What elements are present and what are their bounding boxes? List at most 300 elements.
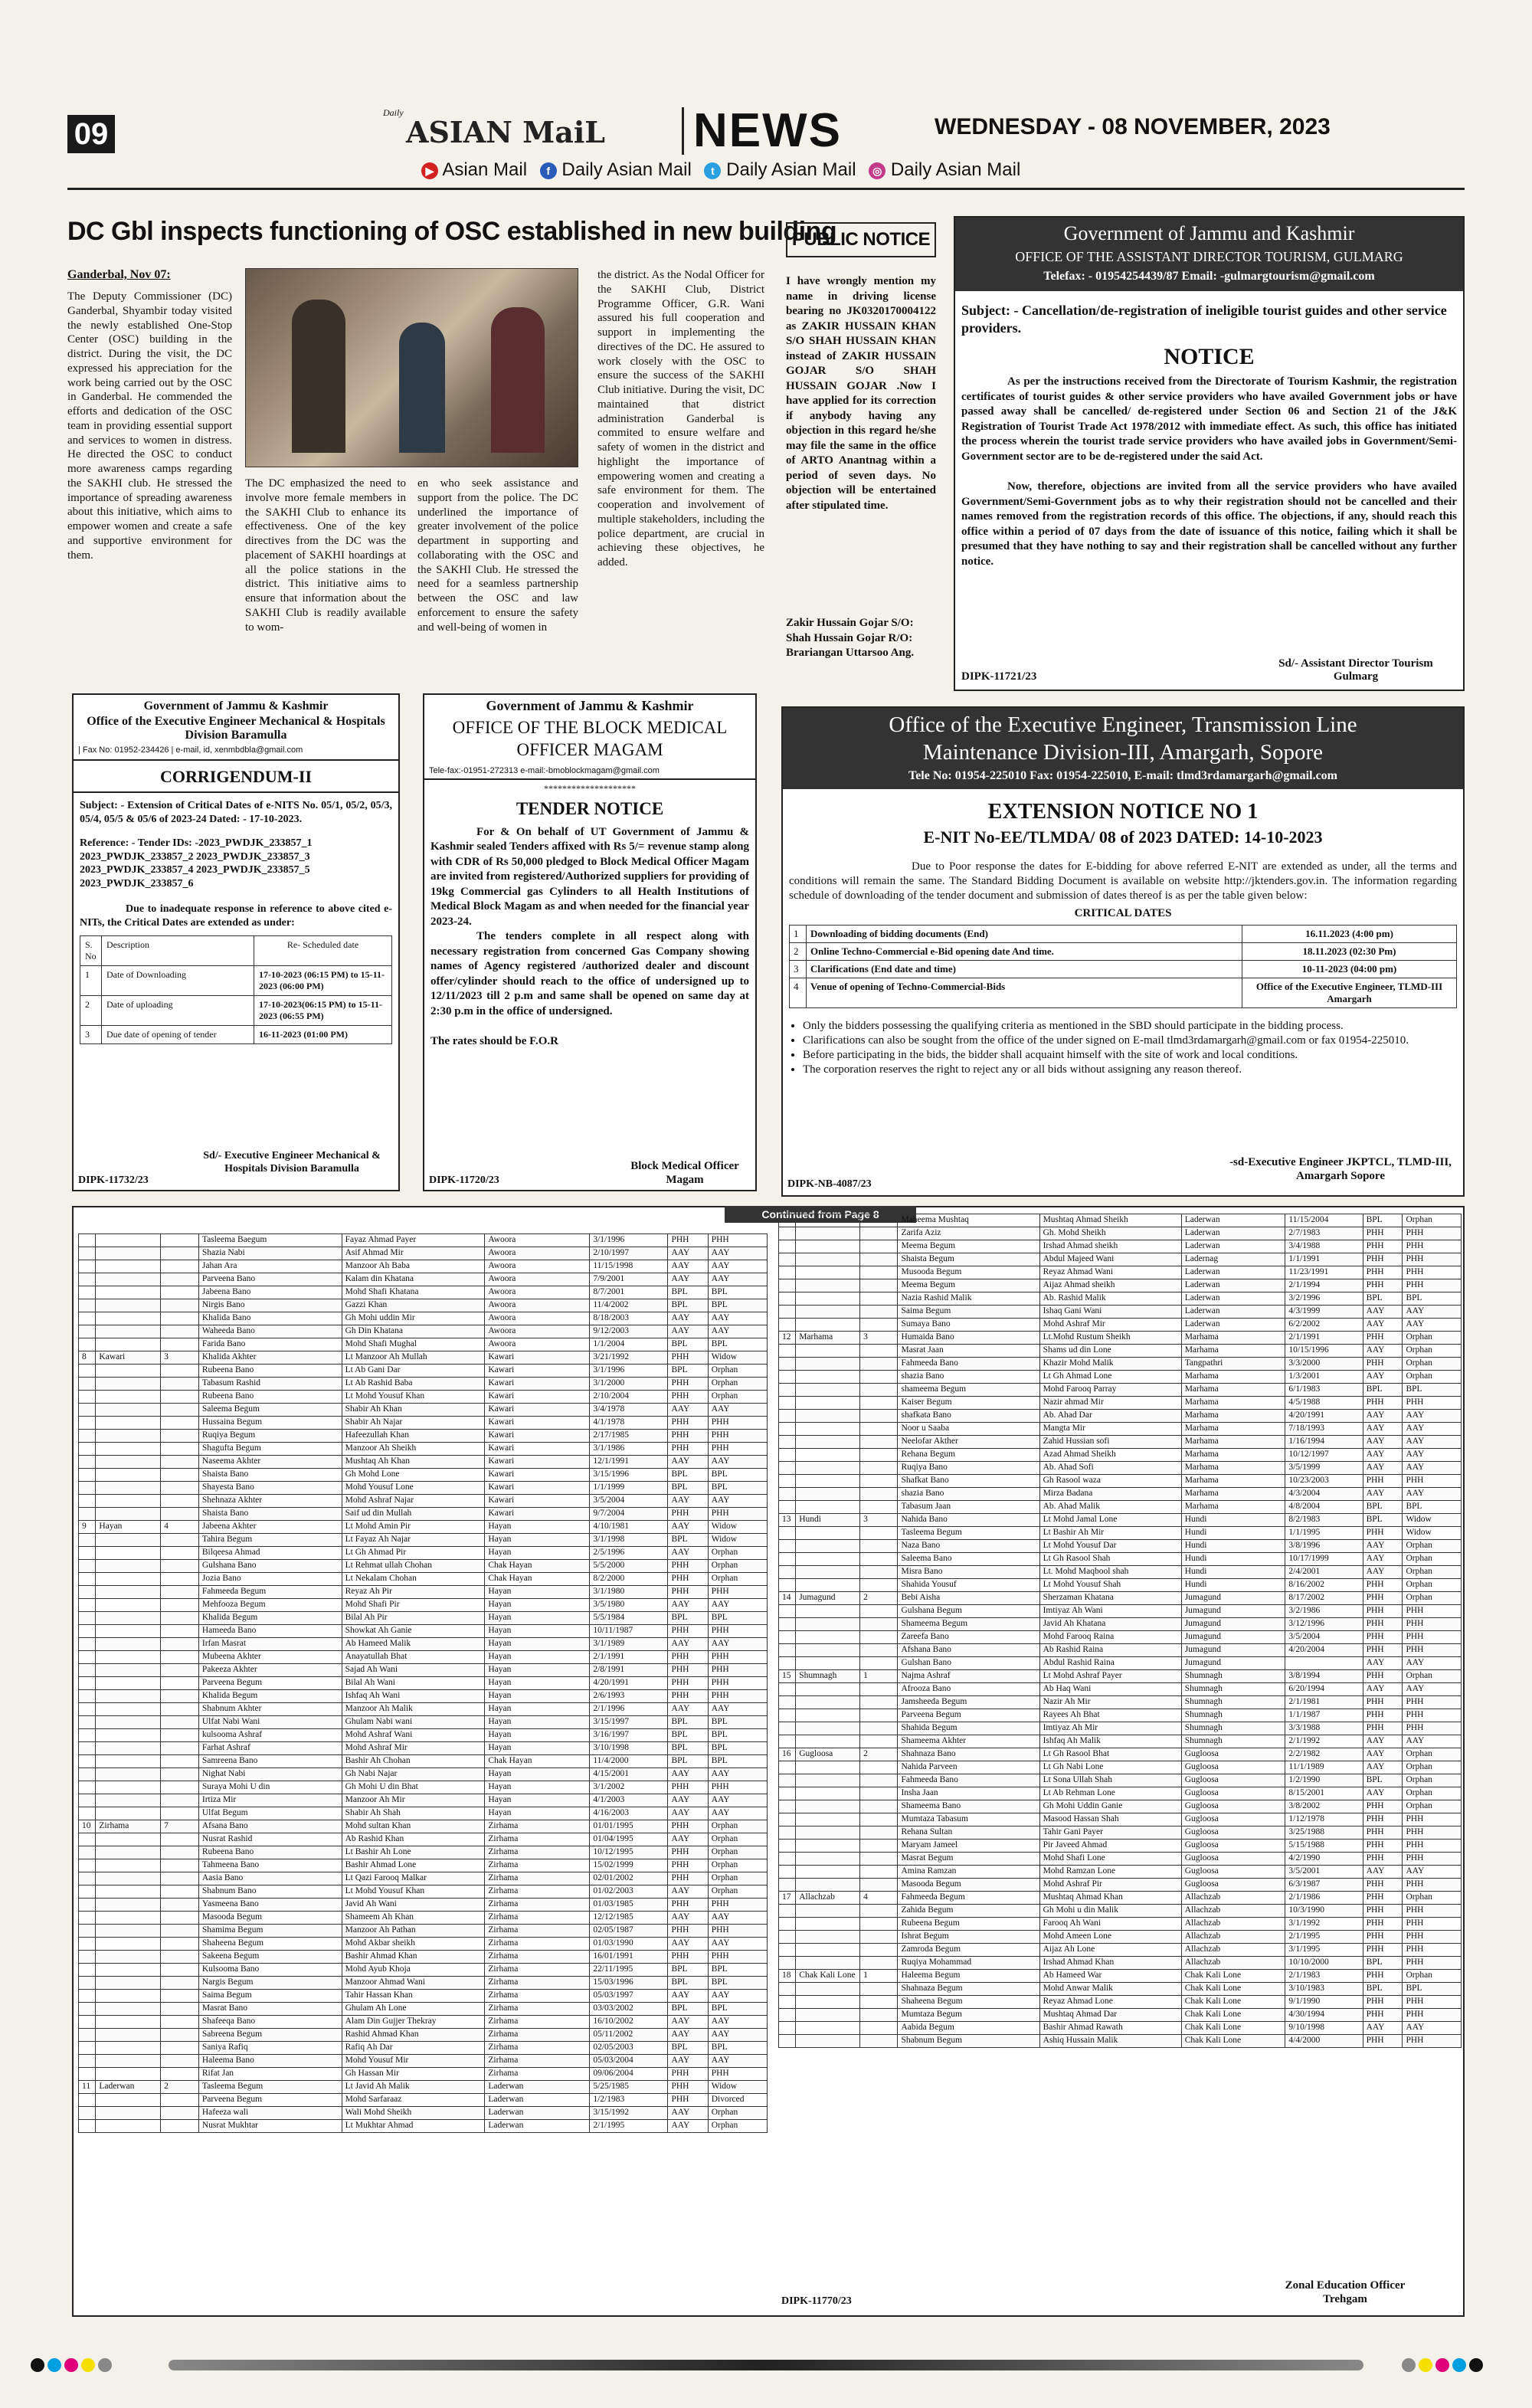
table-cell: PHH xyxy=(668,1573,708,1586)
table-cell: PHH xyxy=(668,1351,708,1365)
table-cell xyxy=(779,1345,796,1358)
table-cell: Ladernag xyxy=(1181,1253,1285,1266)
table-cell: Shumnagh xyxy=(796,1670,860,1683)
corrigendum-govt: Government of Jammu & Kashmir xyxy=(143,699,329,713)
table-cell: Ab Rashid Khan xyxy=(342,1833,485,1846)
table-cell: 3/1/2002 xyxy=(590,1781,668,1794)
table-cell: 01/03/1990 xyxy=(590,1938,668,1951)
table-cell xyxy=(860,1384,898,1397)
table-cell: AAY xyxy=(668,1703,708,1716)
table-cell: 1/1/1995 xyxy=(1285,1527,1363,1540)
table-cell xyxy=(796,1918,860,1931)
table-cell: Hayan xyxy=(485,1638,590,1651)
table-cell xyxy=(161,1508,199,1521)
table-cell: Gugloosa xyxy=(1181,1853,1285,1866)
table-cell: 3/15/1996 xyxy=(590,1469,668,1482)
table-cell: AAY xyxy=(668,2055,708,2068)
table-cell xyxy=(796,1306,860,1319)
table-cell: PHH xyxy=(1403,1722,1462,1735)
table-row xyxy=(79,1690,768,1703)
table-cell: AAY xyxy=(1363,1866,1403,1879)
table-cell: Hayan xyxy=(485,1612,590,1625)
story-column-3: en who seek assistance and support from the police. The DC underlined the importance of greater involvement of the police department in supporting and collaborating with the OSC and the SAKHI Club. He stressed the need for a seamless partnership between the OSC and law enforcement to ensure the safety and well-being of women in xyxy=(417,477,578,634)
table-cell xyxy=(779,1826,796,1840)
table-cell: PHH xyxy=(1363,1332,1403,1345)
table-cell: AAY xyxy=(1363,1462,1403,1475)
table-cell: PHH xyxy=(668,1508,708,1521)
table-cell: Zirhama xyxy=(485,1899,590,1912)
table-cell: AAY xyxy=(668,2120,708,2133)
table-cell: Orphan xyxy=(708,1560,767,1573)
table-cell: Shameema Akhter xyxy=(898,1735,1039,1748)
photo-figure xyxy=(292,300,345,453)
table-cell: PHH xyxy=(1363,1696,1403,1709)
table-cell: PHH xyxy=(1363,1800,1403,1813)
table-cell xyxy=(779,1853,796,1866)
table-row xyxy=(79,1443,768,1456)
table-cell xyxy=(79,2016,96,2029)
table-cell: Shabnum Akhter xyxy=(198,1703,342,1716)
table-cell: 11/15/2004 xyxy=(1285,1214,1363,1227)
twitter-icon: t xyxy=(704,162,721,179)
table-cell: Nazir Ah Mir xyxy=(1039,1696,1181,1709)
table-cell xyxy=(96,1508,161,1521)
table-cell xyxy=(860,1475,898,1488)
table-cell: Gugloosa xyxy=(1181,1826,1285,1840)
table-cell xyxy=(796,2009,860,2022)
table-cell: Manzoor Ah Malik xyxy=(342,1703,485,1716)
table-cell: AAY xyxy=(668,1768,708,1781)
table-cell xyxy=(796,1345,860,1358)
table-cell: BPL xyxy=(1403,1384,1462,1397)
table-cell xyxy=(161,1417,199,1430)
table-cell: BPL xyxy=(668,1338,708,1351)
table-cell xyxy=(79,1417,96,1430)
table-cell: Lt Javid Ah Malik xyxy=(342,2081,485,2094)
table-cell xyxy=(161,1391,199,1404)
table-cell xyxy=(161,1833,199,1846)
table-cell: Kawari xyxy=(485,1378,590,1391)
transmission-bullets xyxy=(803,1019,1457,1076)
table-cell: Shameem Ah Khan xyxy=(342,1912,485,1925)
table-row xyxy=(79,1729,768,1742)
table-cell xyxy=(96,1846,161,1859)
table-cell: Ishrat Begum xyxy=(898,1931,1039,1944)
table-cell xyxy=(161,1325,199,1338)
table-cell: Ab. Ahad Malik xyxy=(1039,1501,1181,1514)
table-cell xyxy=(79,1794,96,1807)
table-cell: Hafeeza wali xyxy=(198,2107,342,2120)
table-cell: Hayan xyxy=(485,1729,590,1742)
table-cell: Irshad Ahmad sheikh xyxy=(1039,1240,1181,1253)
table-cell: Lt Bashir Ah Mir xyxy=(1039,1527,1181,1540)
table-cell: PHH xyxy=(1363,1631,1403,1644)
table-row xyxy=(79,1312,768,1325)
table-row xyxy=(79,1299,768,1312)
table-cell: PHH xyxy=(1403,1279,1462,1292)
table-cell: AAY xyxy=(1363,1449,1403,1462)
table-cell: Bashir Ahmad Khan xyxy=(342,1951,485,1964)
table-cell: 17 xyxy=(779,1892,796,1905)
corrigendum-title: CORRIGENDUM-II xyxy=(160,767,312,786)
table-cell xyxy=(96,1234,161,1247)
table-cell xyxy=(161,1234,199,1247)
table-cell: Rubeena Bano xyxy=(198,1846,342,1859)
table-row xyxy=(79,2081,768,2094)
table-cell xyxy=(96,1560,161,1573)
table-cell: Widow xyxy=(708,1521,767,1534)
block-medical-title: TENDER NOTICE xyxy=(516,798,664,818)
table-cell: Imtiyaz Ah Wani xyxy=(1039,1605,1181,1618)
table-cell: 3 xyxy=(860,1514,898,1527)
table-cell xyxy=(796,1761,860,1774)
table-cell xyxy=(796,1423,860,1436)
table-cell: AAY xyxy=(708,1260,767,1273)
table-row xyxy=(79,2055,768,2068)
table-cell: Gugloosa xyxy=(796,1748,860,1761)
table-cell xyxy=(79,1677,96,1690)
brand-logo: ASIAN MaiL xyxy=(406,115,605,149)
table-cell xyxy=(79,1365,96,1378)
table-cell: PHH xyxy=(708,1417,767,1430)
table-cell: Nazir ahmad Mir xyxy=(1039,1397,1181,1410)
table-cell: 4/10/1981 xyxy=(590,1521,668,1534)
table-cell: Online Techno-Commercial e-Bid opening date And time. xyxy=(807,943,1242,961)
table-cell xyxy=(796,1579,860,1592)
table-cell: Gh Mohd Lone xyxy=(342,1469,485,1482)
table-cell: AAY xyxy=(708,1404,767,1417)
table-row xyxy=(79,1508,768,1521)
table-cell xyxy=(79,1833,96,1846)
table-row xyxy=(79,1495,768,1508)
tourism-para-1: As per the instructions received from the Directorate of Tourism Kashmir, the registration certificates of tourist guides & other service providers who have availed Government jobs or have passed away shall be cancelled/ de-registered under Section 06 and Section 21 of the J&K Registration of Tourist Trade Act 1978/2012 with immediate effect. As such, this office has initiated the process wherein the tourist trade service providers who have availed jobs in Government/Semi-Government sector are to be de-registered under the said Act. xyxy=(961,375,1457,463)
table-cell: 4/20/1991 xyxy=(1285,1410,1363,1423)
table-cell: Mushtaq Ah Khan xyxy=(342,1456,485,1469)
table-cell xyxy=(796,1253,860,1266)
table-cell: Awoora xyxy=(485,1299,590,1312)
table-cell xyxy=(161,1273,199,1286)
table-row xyxy=(779,1306,1462,1319)
table-cell: BPL xyxy=(668,1612,708,1625)
table-cell: Nahida Bano xyxy=(898,1514,1039,1527)
table-row xyxy=(79,1833,768,1846)
table-cell xyxy=(860,1631,898,1644)
table-cell: Orphan xyxy=(708,1378,767,1391)
table-cell: Gugloosa xyxy=(1181,1866,1285,1879)
table-cell xyxy=(860,1410,898,1423)
table-cell: Asif Ahmad Mir xyxy=(342,1247,485,1260)
table-cell xyxy=(779,1631,796,1644)
table-cell xyxy=(161,1495,199,1508)
table-cell: AAY xyxy=(1363,1735,1403,1748)
table-cell: 12/1/1991 xyxy=(590,1456,668,1469)
social-bar xyxy=(421,159,1020,182)
table-cell: Widow xyxy=(1403,1514,1462,1527)
table-cell: 9/10/1998 xyxy=(1285,2022,1363,2035)
table-row xyxy=(79,1469,768,1482)
table-cell: Shahnaza Begum xyxy=(898,1983,1039,1996)
table-cell: Allachzab xyxy=(1181,1892,1285,1905)
table-cell: 8/2/1983 xyxy=(1285,1514,1363,1527)
table-cell: 2/1/1995 xyxy=(1285,1931,1363,1944)
corrigendum-table xyxy=(80,935,392,1044)
table-cell xyxy=(161,1938,199,1951)
table-cell: PHH xyxy=(1363,1931,1403,1944)
table-cell xyxy=(860,1826,898,1840)
table-cell: Masooda Begum xyxy=(198,1912,342,1925)
table-cell: Orphan xyxy=(708,1391,767,1404)
table-cell: Orphan xyxy=(708,1846,767,1859)
table-row xyxy=(79,1925,768,1938)
table-cell: 3/1/1995 xyxy=(1285,1944,1363,1957)
table-cell: 3/10/1998 xyxy=(590,1742,668,1755)
table-cell xyxy=(96,1964,161,1977)
table-cell: Maryam Jameel xyxy=(898,1840,1039,1853)
table-cell: Mehfooza Begum xyxy=(198,1599,342,1612)
table-cell xyxy=(161,1299,199,1312)
table-cell xyxy=(779,1866,796,1879)
table-cell: BPL xyxy=(668,2003,708,2016)
registration-strip xyxy=(169,2360,1363,2370)
table-cell: PHH xyxy=(708,1430,767,1443)
table-cell: Farida Bano xyxy=(198,1338,342,1351)
table-cell: PHH xyxy=(1403,1644,1462,1657)
table-cell: 3/5/1999 xyxy=(1285,1462,1363,1475)
table-cell xyxy=(161,1247,199,1260)
table-cell: AAY xyxy=(708,1703,767,1716)
table-row xyxy=(79,2029,768,2042)
table-cell xyxy=(860,1527,898,1540)
table-cell: 3/5/1980 xyxy=(590,1599,668,1612)
table-cell xyxy=(96,1651,161,1664)
tourism-govt: Government of Jammu and Kashmir xyxy=(1063,222,1355,244)
table-cell: Hameeda Bano xyxy=(198,1625,342,1638)
table-row xyxy=(79,1990,768,2003)
table-cell: Misra Bano xyxy=(898,1566,1039,1579)
table-cell: 2/1/1995 xyxy=(590,2120,668,2133)
table-cell xyxy=(161,1286,199,1299)
table-row xyxy=(779,1292,1462,1306)
table-cell: AAY xyxy=(708,2029,767,2042)
table-cell xyxy=(96,2094,161,2107)
table-cell: 9 xyxy=(79,1521,96,1534)
continued-banner: Continued from Page 8 xyxy=(725,1206,916,1223)
table-row xyxy=(779,2022,1462,2035)
table-cell: Naza Bano xyxy=(898,1540,1039,1553)
table-cell: Allachzab xyxy=(796,1892,860,1905)
table-cell: Chak Hayan xyxy=(485,1755,590,1768)
table-cell: Chak Kali Lone xyxy=(1181,2022,1285,2035)
table-cell xyxy=(79,1729,96,1742)
table-cell: 2/17/1985 xyxy=(590,1430,668,1443)
table-row xyxy=(79,1586,768,1599)
table-cell xyxy=(79,1286,96,1299)
table-cell: 4/8/2004 xyxy=(1285,1501,1363,1514)
table-cell: Hafeezullah Khan xyxy=(342,1430,485,1443)
table-cell: Bashir Ahmad Lone xyxy=(342,1859,485,1872)
table-cell: Kawari xyxy=(485,1404,590,1417)
table-cell: BPL xyxy=(708,1977,767,1990)
table-cell xyxy=(79,1338,96,1351)
table-cell: AAY xyxy=(668,1638,708,1651)
table-cell: Ruqiya Bano xyxy=(898,1462,1039,1475)
table-cell xyxy=(779,2009,796,2022)
table-cell: Mohd Ramzan Lone xyxy=(1039,1866,1181,1879)
table-cell: 2/10/2004 xyxy=(590,1391,668,1404)
table-cell: PHH xyxy=(1363,1709,1403,1722)
table-cell: Laderwan xyxy=(96,2081,161,2094)
table-cell xyxy=(860,2009,898,2022)
table-cell: Hundi xyxy=(1181,1514,1285,1527)
table-cell: Gugloosa xyxy=(1181,1761,1285,1774)
public-notice-body: I have wrongly mention my name in driving license bearing no JK0320170004122 as ZAKIR HUSSAIN KHAN S/O SHAH HUSSAIN KHAN instead of ZAKIR HUSSAIN GOJAR S/O SHAH HUSSAIN GOJAR .Now I have applied for its correction if anybody having any objection in this regard he/she may file the same in the office of ARTO Anantnag within a period of seven days. No objection will be entertained after stipulated time. xyxy=(786,275,936,512)
table-row xyxy=(79,1755,768,1768)
table-cell xyxy=(161,2042,199,2055)
table-cell xyxy=(161,1951,199,1964)
table-cell: Shabir Ah Najar xyxy=(342,1417,485,1430)
table-cell xyxy=(96,1547,161,1560)
table-cell: 01/02/2003 xyxy=(590,1885,668,1899)
table-cell: BPL xyxy=(1363,1983,1403,1996)
table-cell: Parveena Begum xyxy=(898,1709,1039,1722)
table-cell: 3 xyxy=(161,1351,199,1365)
table-cell xyxy=(860,1800,898,1813)
table-row xyxy=(80,936,392,966)
table-cell: Zamroda Begum xyxy=(898,1944,1039,1957)
table-cell xyxy=(779,1761,796,1774)
table-row xyxy=(79,1781,768,1794)
table-cell: Mohd Ashraf Mir xyxy=(1039,1319,1181,1332)
table-cell: PHH xyxy=(1363,1813,1403,1826)
table-cell: Date of uploading xyxy=(102,996,254,1026)
list-dipk: DIPK-11770/23 xyxy=(781,2295,852,2307)
table-cell xyxy=(79,1885,96,1899)
table-cell xyxy=(96,2042,161,2055)
table-cell xyxy=(796,1501,860,1514)
table-cell: AAY xyxy=(668,1312,708,1325)
table-cell: Khalida Bano xyxy=(198,1312,342,1325)
table-cell xyxy=(79,1872,96,1885)
table-cell: Shams ud din Lone xyxy=(1039,1345,1181,1358)
story-column-2: The DC emphasized the need to involve more female members in the SAKHI Club to enhance its effectiveness. One of the key directives from the DC was the placement of SAKHI hoardings at all the police stations in the district. This initiative aims to ensure that information about the SAKHI Club is readily available to wom- xyxy=(245,477,406,634)
table-cell: PHH xyxy=(708,1664,767,1677)
table-cell xyxy=(779,1605,796,1618)
table-cell: Gh Nabi Najar xyxy=(342,1768,485,1781)
table-cell: Bilal Ah Pir xyxy=(342,1612,485,1625)
table-cell xyxy=(96,1612,161,1625)
table-cell: PHH xyxy=(1363,1644,1403,1657)
table-cell: BPL xyxy=(1403,1983,1462,1996)
table-cell: 2/8/1991 xyxy=(590,1664,668,1677)
table-cell: Manzoor Ah Sheikh xyxy=(342,1443,485,1456)
table-cell: Awoora xyxy=(485,1312,590,1325)
table-cell: 2/2/1982 xyxy=(1285,1748,1363,1761)
table-cell: 3/1/1980 xyxy=(590,1586,668,1599)
table-cell: 6/3/1987 xyxy=(1285,1879,1363,1892)
table-cell xyxy=(860,1553,898,1566)
table-cell xyxy=(79,1378,96,1391)
table-cell: BPL xyxy=(1363,1514,1403,1527)
table-cell xyxy=(161,1912,199,1925)
block-medical-para-2: The tenders complete in all respect along with necessary registration from concerned Gas Company showing names of Agency registered /authorized dealer and discount offer/cylinder should reach to the office of undersigned up to 12/11/2023 till 2 p.m and same shall be opened on same day at 2:30 p.m in the office of undersigned. xyxy=(430,930,749,1017)
table-row xyxy=(79,2016,768,2029)
table-cell: Gh Mohi U din Bhat xyxy=(342,1781,485,1794)
table-cell: AAY xyxy=(668,1547,708,1560)
table-cell: Ulfat Begum xyxy=(198,1807,342,1820)
table-cell: Lt. Mohd Maqbool shah xyxy=(1039,1566,1181,1579)
table-cell xyxy=(96,1885,161,1899)
table-cell xyxy=(161,1260,199,1273)
table-cell xyxy=(779,1840,796,1853)
table-cell xyxy=(1285,1657,1363,1670)
table-cell: AAY xyxy=(708,1456,767,1469)
table-cell: Insha Jaan xyxy=(898,1787,1039,1800)
table-cell: Anayatullah Bhat xyxy=(342,1651,485,1664)
table-cell: Tasleema Begum xyxy=(898,1527,1039,1540)
table-cell: Lt Gh Ahmad Pir xyxy=(342,1547,485,1560)
table-cell xyxy=(796,1866,860,1879)
table-cell: Khazir Mohd Malik xyxy=(1039,1358,1181,1371)
table-cell: Gazzi Khan xyxy=(342,1299,485,1312)
table-cell: Gugloosa xyxy=(1181,1879,1285,1892)
table-cell: Farhat Ashraf xyxy=(198,1742,342,1755)
table-cell: Hayan xyxy=(485,1768,590,1781)
table-cell xyxy=(779,1227,796,1240)
table-cell: Orphan xyxy=(1403,1774,1462,1787)
table-cell: Reyaz Ah Pir xyxy=(342,1586,485,1599)
table-cell: AAY xyxy=(1363,1488,1403,1501)
table-cell: Awoora xyxy=(485,1338,590,1351)
table-cell: Jumagund xyxy=(1181,1657,1285,1670)
table-cell xyxy=(161,2055,199,2068)
table-cell: Gugloosa xyxy=(1181,1813,1285,1826)
transmission-subtitle: E-NIT No-EE/TLMDA/ 08 of 2023 DATED: 14-10-2023 xyxy=(923,827,1323,847)
table-cell: Shehnaza Akhter xyxy=(198,1495,342,1508)
table-cell xyxy=(161,1338,199,1351)
table-cell: Ghulam Ah Lone xyxy=(342,2003,485,2016)
table-cell xyxy=(161,1925,199,1938)
table-cell xyxy=(860,1540,898,1553)
table-cell: Manzoor Ah Mir xyxy=(342,1794,485,1807)
table-cell: Ab Haq Wani xyxy=(1039,1683,1181,1696)
table-cell: Meema Begum xyxy=(898,1240,1039,1253)
table-cell: Shaista Bano xyxy=(198,1508,342,1521)
table-cell: 4/16/2003 xyxy=(590,1807,668,1820)
table-cell: 3/8/1994 xyxy=(1285,1670,1363,1683)
table-cell: Date of Downloading xyxy=(102,966,254,996)
table-cell: Hayan xyxy=(485,1599,590,1612)
table-cell: Due date of opening of tender xyxy=(102,1026,254,1044)
table-cell xyxy=(96,1325,161,1338)
table-cell xyxy=(96,1456,161,1469)
table-row xyxy=(79,1521,768,1534)
table-cell: 2/1/1983 xyxy=(1285,1970,1363,1983)
table-cell: 15/03/1996 xyxy=(590,1977,668,1990)
table-cell: PHH xyxy=(1403,1905,1462,1918)
table-cell xyxy=(779,1553,796,1566)
table-cell: kulsooma Ashraf xyxy=(198,1729,342,1742)
table-cell: Mohd Shafi Mughal xyxy=(342,1338,485,1351)
table-cell xyxy=(860,1306,898,1319)
table-cell: 11 xyxy=(79,2081,96,2094)
table-cell: Marhama xyxy=(1181,1475,1285,1488)
table-cell xyxy=(161,2016,199,2029)
table-row xyxy=(779,1657,1462,1670)
table-cell: Chak Hayan xyxy=(485,1573,590,1586)
table-cell xyxy=(779,1709,796,1722)
table-cell xyxy=(79,1260,96,1273)
table-cell: Marhama xyxy=(1181,1371,1285,1384)
